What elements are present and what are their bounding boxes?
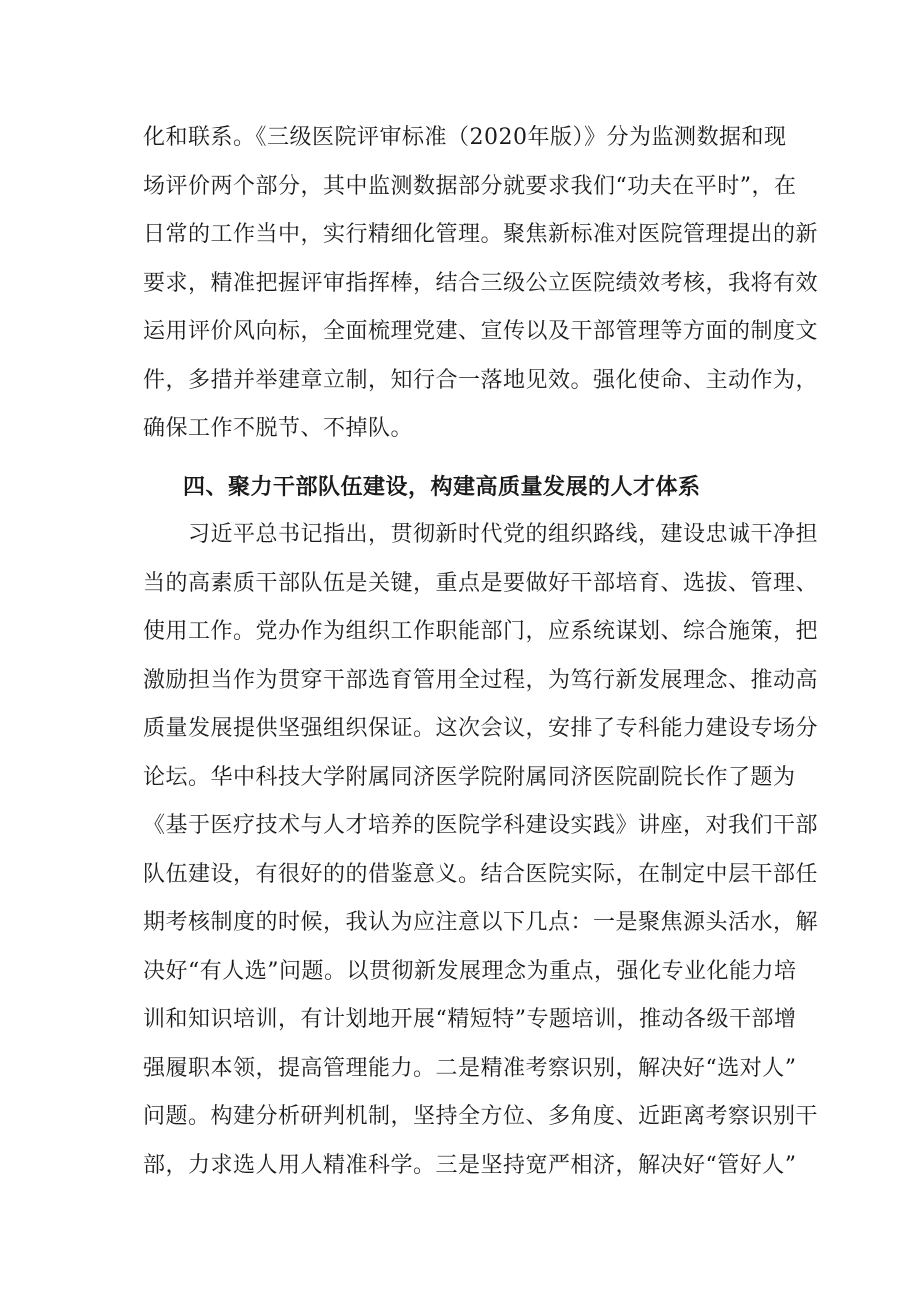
text-line: 强履职本领，提高管理能力。二是精准考察识别，解决好“选对人” <box>143 1055 797 1081</box>
text-line: 运用评价风向标，全面梳理党建、宣传以及干部管理等方面的制度文 <box>143 319 819 344</box>
text-line: 件，多措并举建章立制，知行合一落地见效。强化使命、主动作为， <box>143 367 819 393</box>
text-line: 当的高素质干部队伍是关键，重点是要做好干部培育、选拔、管理、 <box>143 570 819 596</box>
text-line: 化和联系。《三级医院评审标准（2020年版）》分为监测数据和现 <box>143 125 787 150</box>
text-line: 训和知识培训，有计划地开展“精短特”专题培训，推动各级干部增 <box>143 1007 797 1032</box>
text-line: 问题。构建分析研判机制，坚持全方位、多角度、近距离考察识别干 <box>143 1104 819 1129</box>
text-line: 部，力求选人用人精准科学。三是坚持宽严相济，解决好“管好人” <box>143 1152 797 1178</box>
text-line: 使用工作。党办作为组织工作职能部门，应系统谋划、综合施策，把 <box>143 619 819 644</box>
text-line: 队伍建设，有很好的的借鉴意义。结合医院实际，在制定中层干部任 <box>143 861 819 887</box>
text-line: 习近平总书记指出，贯彻新时代党的组织路线，建设忠诚干净担 <box>143 522 819 547</box>
paragraph-cadre-team <box>143 511 819 1190</box>
text-line: 质量发展提供坚强组织保证。这次会议，安排了专科能力建设专场分 <box>143 716 819 741</box>
text-line: 论坛。华中科技大学附属同济医学院附属同济医院副院长作了题为 <box>143 764 796 790</box>
text-line: 场评价两个部分，其中监测数据部分就要求我们“功夫在平时”，在 <box>143 173 797 199</box>
section-heading: 四、聚力干部队伍建设，构建高质量发展的人才体系 <box>183 474 701 500</box>
text-line: 《基于医疗技术与人才培养的医院学科建设实践》讲座，对我们干部 <box>143 813 819 838</box>
text-line: 激励担当作为贯穿干部选育管用全过程，为笃行新发展理念、推动高 <box>143 667 819 693</box>
text-line: 日常的工作当中，实行精细化管理。聚焦新标准对医院管理提出的新 <box>143 222 819 247</box>
text-line: 期考核制度的时候，我认为应注意以下几点：一是聚焦源头活水，解 <box>143 910 819 935</box>
paragraph-review-standards <box>143 114 819 454</box>
text-line: 确保工作不脱节、不掉队。 <box>143 416 414 441</box>
text-line: 要求，精准把握评审指挥棒，结合三级公立医院绩效考核，我将有效 <box>143 270 819 296</box>
text-line: 决好“有人选”问题。以贯彻新发展理念为重点，强化专业化能力培 <box>143 958 797 984</box>
